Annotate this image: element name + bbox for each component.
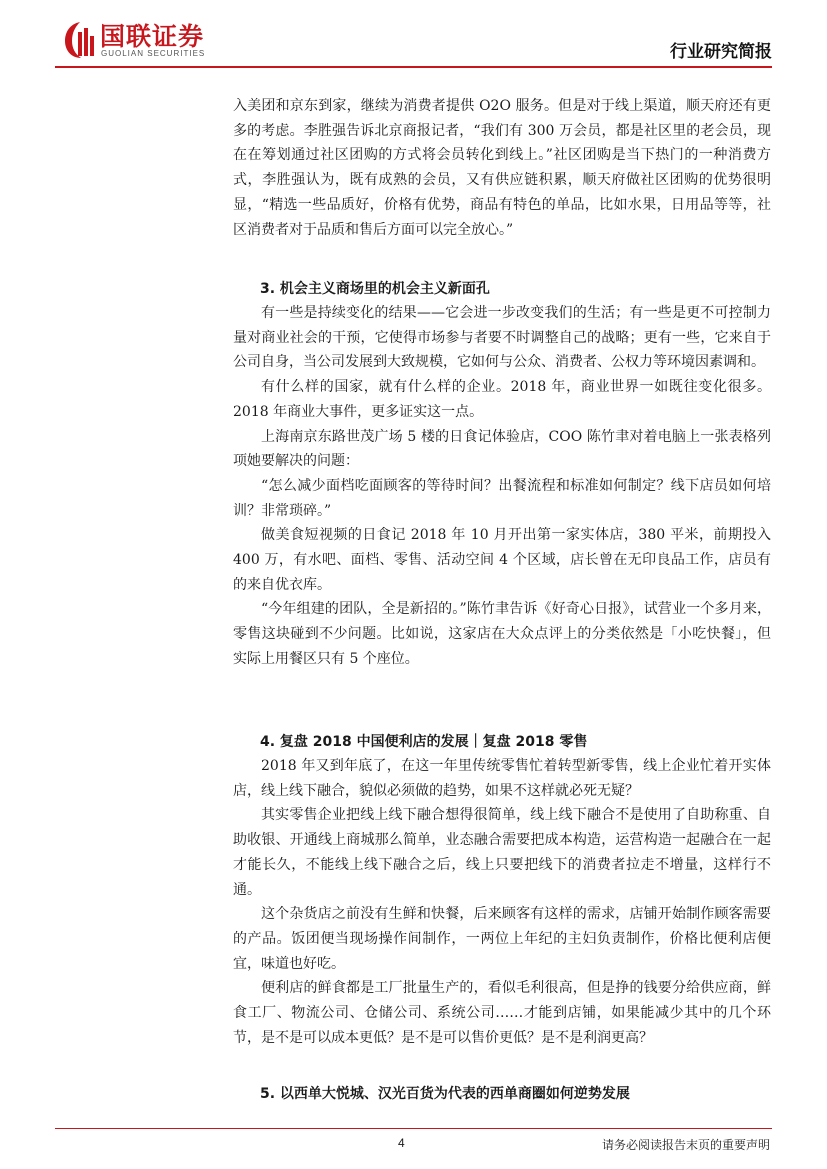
paragraph: 有什么样的国家，就有什么样的企业。2018 年，商业世界一如既往变化很多。2018 年商业大事件，更多证实这一点。 [233, 379, 771, 420]
footer-divider [55, 1128, 772, 1129]
paragraph: “怎么减少面档吃面顾客的等待时间？出餐流程和标准如何制定？线下店员如何培训？非常琐碎。” [233, 477, 771, 519]
page-header [0, 0, 827, 80]
logo-text-en: GUOLIAN SECURITIES [101, 49, 206, 58]
intro-block [233, 94, 771, 242]
company-logo [63, 20, 213, 62]
logo-text-cn: 国联证券 [100, 22, 205, 51]
header-divider [55, 66, 772, 68]
report-type-label: 行业研究简报 [670, 42, 772, 62]
paragraph: 做美食短视频的日食记 2018 年 10 月开出第一家实体店，380 平米，前期投入 400 万，有水吧、面档、零售、活动空间 4 个区域，店长曾在无印良品工作，店员有的来自优衣库。 [233, 527, 771, 593]
section-4-body [233, 754, 771, 1050]
paragraph: 2018 年又到年底了，在这一年里传统零售忙着转型新零售，线上企业忙着开实体店，线上线下融合，貌似必须做的趋势，如果不这样就必死无疑？ [233, 758, 771, 799]
section-heading-5: 5. 以西单大悦城、汉光百货为代表的西单商圈如何逆势发展 [260, 1086, 630, 1102]
paragraph: 入美团和京东到家，继续为消费者提供 O2O 服务。但是对于线上渠道，顺天府还有更多的考虑。李胜强告诉北京商报记者，“我们有 300 万会员，都是社区里的老会员，现在在筹划通过社区团购的方式将会员转化到线上。”社区团购是当下热门的一种消费方式，李胜强认为，既有成熟的会员，又有供应链积累，顺天府做社区团购的优势很明显，“精选一些品质好，价格有优势，商品有特色的单品，比如水果，日用品等等，社区消费者对于品质和售后方面可以完全放心。” [233, 98, 771, 238]
page-number: 4 [398, 1136, 405, 1150]
paragraph: “今年组建的团队，全是新招的。”陈竹聿告诉《好奇心日报》，试营业一个多月来，零售这块碰到不少问题。比如说，这家店在大众点评上的分类依然是「小吃快餐」，但实际上用餐区只有 5 个座位。 [233, 601, 771, 667]
paragraph: 有一些是持续变化的结果——它会进一步改变我们的生活；有一些是更不可控制力量对商业社会的干预，它使得市场参与者要不时调整自己的战略；更有一些，它来自于公司自身，当公司发展到大致规模，它如何与公众、消费者、公权力等环境因素调和。 [233, 305, 771, 371]
paragraph: 其实零售企业把线上线下融合想得很简单，线上线下融合不是使用了自助称重、自助收银、开通线上商城那么简单，业态融合需要把成本构造，运营构造一起融合在一起才能长久，不能线上线下融合之后，线上只要把线下的消费者拉走不增量，这样行不通。 [233, 807, 771, 898]
section-heading-4: 4. 复盘 2018 中国便利店的发展｜复盘 2018 零售 [260, 734, 588, 750]
footer-disclaimer: 请务必阅读报告末页的重要声明 [601, 1138, 770, 1152]
section-3-body [233, 301, 771, 672]
paragraph: 上海南京东路世茂广场 5 楼的日食记体验店，COO 陈竹聿对着电脑上一张表格列项她要解决的问题： [233, 428, 771, 470]
section-heading-3: 3. 机会主义商场里的机会主义新面孔 [260, 281, 490, 297]
paragraph: 便利店的鲜食都是工厂批量生产的，看似毛利很高，但是挣的钱要分给供应商，鲜食工厂、物流公司、仓储公司、系统公司……才能到店铺，如果能减少其中的几个环节，是不是可以成本更低？是不是可以售价更低？是不是利润更高？ [233, 980, 771, 1046]
paragraph: 这个杂货店之前没有生鲜和快餐，后来顾客有这样的需求，店铺开始制作顾客需要的产品。饭团便当现场操作间制作，一两位上年纪的主妇负责制作，价格比便利店便宜，味道也好吃。 [233, 906, 771, 972]
logo-mark-icon [63, 20, 97, 60]
